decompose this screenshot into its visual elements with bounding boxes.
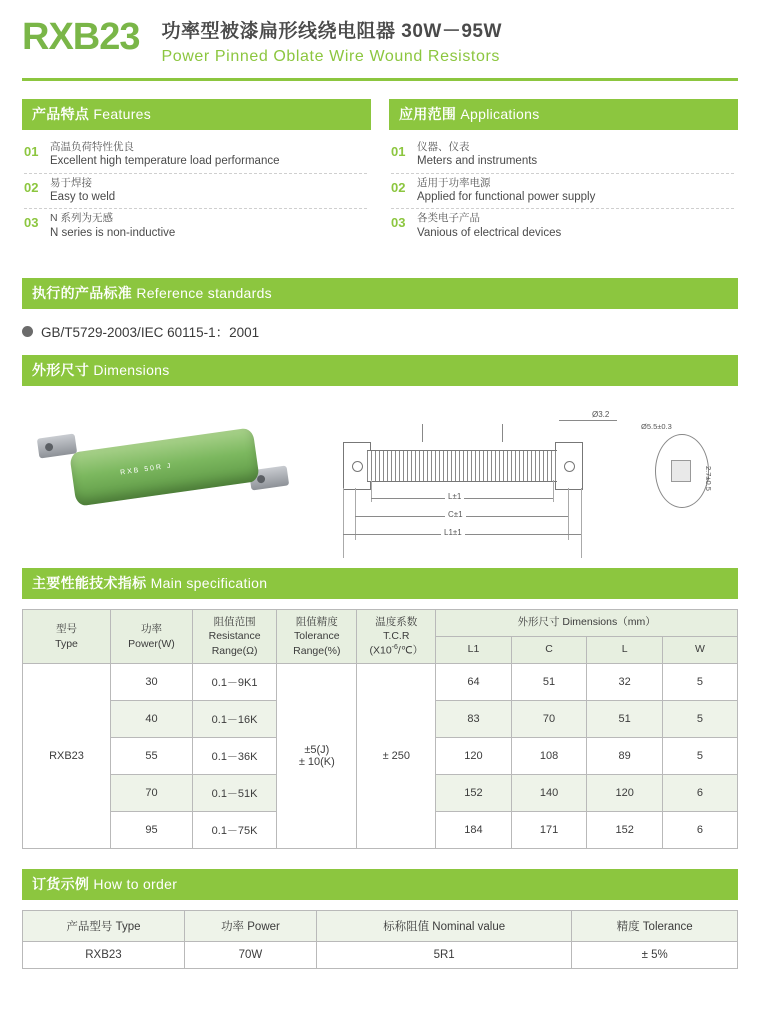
col-header-dimensions-en: Dimensions（mm） bbox=[562, 616, 656, 629]
order-col-power: 功率 Power bbox=[184, 911, 316, 942]
col-header-tcr-en1: T.C.R bbox=[383, 630, 410, 643]
dimension-label-c: C±1 bbox=[445, 510, 466, 519]
bullet-icon bbox=[22, 326, 33, 337]
table-header-row bbox=[23, 610, 738, 637]
cell-c: 171 bbox=[511, 812, 587, 849]
col-header-type-cn: 型号 bbox=[55, 623, 77, 636]
item-text-cn: 各类电子产品 bbox=[417, 212, 480, 225]
callout-leader-hole bbox=[559, 420, 617, 421]
cell-l1: 184 bbox=[436, 812, 512, 849]
cell-w: 5 bbox=[662, 664, 737, 701]
order-col-type: 产品型号 Type bbox=[23, 911, 185, 942]
cell-w: 6 bbox=[662, 812, 737, 849]
item-text-en: Vanious of electrical devices bbox=[417, 226, 562, 239]
cell-power: 40 bbox=[110, 701, 192, 738]
col-header-resistance bbox=[192, 610, 276, 664]
technical-drawing bbox=[327, 398, 627, 548]
dimensions-bar-cn: 外形尺寸 bbox=[32, 362, 90, 379]
order-table-head bbox=[23, 911, 738, 942]
col-header-tcr-en2: (X10 bbox=[369, 644, 392, 657]
item-text bbox=[417, 140, 734, 170]
extension-line bbox=[553, 480, 554, 502]
features-column bbox=[22, 99, 371, 244]
col-header-tcr-cn: 温度系数 bbox=[375, 616, 418, 629]
lead-wire bbox=[502, 424, 503, 442]
item-text-en: N series is non-inductive bbox=[50, 226, 176, 239]
callout-thickness: 2.7±0.5 bbox=[704, 466, 713, 492]
cell-resistance: 0.1－16K bbox=[192, 701, 276, 738]
order-table bbox=[22, 910, 738, 969]
dimensions-bar bbox=[22, 355, 738, 386]
order-cell-power: 70W bbox=[184, 942, 316, 969]
item-text-cn: N 系列为无感 bbox=[50, 212, 113, 225]
features-bar bbox=[22, 99, 371, 130]
cell-power: 55 bbox=[110, 738, 192, 775]
table-header-row bbox=[23, 911, 738, 942]
cell-l1: 120 bbox=[436, 738, 512, 775]
standards-bar-en: Reference standards bbox=[136, 285, 272, 302]
specification-table bbox=[22, 609, 738, 849]
cell-tolerance bbox=[277, 664, 357, 849]
resistor-print-label: RXB 50R J bbox=[119, 462, 173, 477]
cell-power: 95 bbox=[110, 812, 192, 849]
item-text-cn: 易于焊接 bbox=[50, 176, 92, 189]
col-header-resistance-en1: Resistance bbox=[208, 630, 261, 643]
cell-c: 108 bbox=[511, 738, 587, 775]
item-number: 02 bbox=[24, 179, 39, 195]
coil-winding bbox=[367, 450, 557, 482]
list-item bbox=[24, 138, 367, 174]
cell-w: 5 bbox=[662, 701, 737, 738]
standards-text: GB/T5729-2003/IEC 60115-1：2001 bbox=[41, 325, 260, 341]
specification-table-head bbox=[23, 610, 738, 664]
cell-power: 30 bbox=[110, 664, 192, 701]
header-divider bbox=[22, 78, 738, 81]
applications-bar-cn: 应用范围 bbox=[399, 106, 457, 122]
order-bar-en: How to order bbox=[93, 876, 178, 893]
table-row bbox=[23, 942, 738, 969]
mounting-bracket-right bbox=[555, 442, 583, 490]
col-header-tolerance-en2: Range(%) bbox=[293, 644, 341, 657]
side-view-core bbox=[671, 460, 691, 482]
callout-hole-diameter: Ø3.2 bbox=[589, 410, 612, 419]
list-item bbox=[391, 209, 734, 244]
applications-bar-en: Applications bbox=[460, 106, 540, 122]
item-text-cn: 仪器、仪表 bbox=[417, 141, 470, 153]
dimension-label-l1: L1±1 bbox=[441, 528, 465, 537]
list-item bbox=[391, 174, 734, 210]
lead-wire bbox=[422, 424, 423, 442]
item-number: 03 bbox=[24, 215, 39, 231]
col-header-tcr-unit bbox=[359, 643, 433, 658]
bracket-hole-icon bbox=[564, 461, 575, 472]
terminal-lug-left bbox=[37, 434, 77, 459]
col-header-tcr bbox=[357, 610, 436, 664]
col-header-type bbox=[23, 610, 111, 664]
order-cell-nominal: 5R1 bbox=[316, 942, 571, 969]
item-text-cn: 适用于功率电源 bbox=[417, 176, 491, 189]
col-header-tcr-en3: /℃） bbox=[397, 644, 424, 657]
lug-hole-icon bbox=[257, 475, 266, 484]
cell-l1: 83 bbox=[436, 701, 512, 738]
item-text-en: Applied for functional power supply bbox=[417, 190, 596, 203]
standards-bar-cn: 执行的产品标准 bbox=[32, 285, 133, 302]
extension-line bbox=[355, 488, 356, 540]
col-header-resistance-cn: 阻值范围 bbox=[213, 616, 256, 629]
col-header-tolerance bbox=[277, 610, 357, 664]
col-header-l1: L1 bbox=[436, 637, 512, 664]
cell-l: 51 bbox=[587, 701, 663, 738]
item-text-cn: 高温负荷特性优良 bbox=[50, 141, 134, 153]
order-cell-type: RXB23 bbox=[23, 942, 185, 969]
cell-w: 5 bbox=[662, 738, 737, 775]
col-header-dimensions bbox=[436, 610, 738, 637]
applications-bar bbox=[389, 99, 738, 130]
item-number: 01 bbox=[391, 144, 406, 159]
list-item bbox=[391, 138, 734, 174]
cell-tolerance-j: ±5(J) bbox=[304, 744, 330, 757]
bracket-hole-icon bbox=[352, 461, 363, 472]
order-cell-tolerance: ± 5% bbox=[572, 942, 738, 969]
col-header-dimensions-cn: 外形尺寸 bbox=[517, 616, 560, 629]
order-bar-cn: 订货示例 bbox=[32, 876, 90, 893]
cell-tolerance-k: ± 10(K) bbox=[298, 756, 335, 769]
model-number: RXB23 bbox=[22, 16, 140, 58]
cell-c: 51 bbox=[511, 664, 587, 701]
page-header bbox=[0, 0, 760, 72]
item-text-en: Excellent high temperature load performance bbox=[50, 155, 280, 168]
extension-line bbox=[568, 488, 569, 540]
col-header-power-en: Power(W) bbox=[128, 637, 175, 650]
cell-resistance: 0.1－75K bbox=[192, 812, 276, 849]
item-number: 01 bbox=[24, 144, 39, 159]
cell-l: 32 bbox=[587, 664, 663, 701]
title-english: Power Pinned Oblate Wire Wound Resistors bbox=[161, 48, 501, 65]
item-text-en: Easy to weld bbox=[50, 190, 116, 203]
cell-power: 70 bbox=[110, 775, 192, 812]
cell-l1: 152 bbox=[436, 775, 512, 812]
cell-type: RXB23 bbox=[23, 664, 111, 849]
cell-l: 120 bbox=[587, 775, 663, 812]
dimension-label-l: L±1 bbox=[445, 492, 464, 501]
item-text bbox=[50, 176, 367, 206]
applications-list bbox=[389, 130, 738, 244]
cell-c: 70 bbox=[511, 701, 587, 738]
order-col-nominal: 标称阻值 Nominal value bbox=[316, 911, 571, 942]
header-titles bbox=[162, 14, 502, 66]
col-header-resistance-en2: Range(Ω) bbox=[211, 644, 258, 657]
cell-resistance: 0.1－51K bbox=[192, 775, 276, 812]
extension-line bbox=[581, 488, 582, 558]
order-bar bbox=[22, 869, 738, 900]
table-row bbox=[23, 664, 738, 701]
order-col-tolerance: 精度 Tolerance bbox=[572, 911, 738, 942]
specification-bar bbox=[22, 568, 738, 599]
list-item bbox=[24, 209, 367, 244]
resistor-photo bbox=[32, 414, 297, 524]
lug-hole-icon bbox=[45, 443, 54, 452]
col-header-w: W bbox=[662, 637, 737, 664]
cell-w: 6 bbox=[662, 775, 737, 812]
dimensions-bar-en: Dimensions bbox=[93, 362, 170, 379]
col-header-c: C bbox=[511, 637, 587, 664]
col-header-tolerance-en1: Tolerance bbox=[294, 630, 340, 643]
cell-l1: 64 bbox=[436, 664, 512, 701]
dimensions-figure bbox=[22, 392, 738, 550]
cell-tcr: ± 250 bbox=[357, 664, 436, 849]
specification-table-body bbox=[23, 664, 738, 849]
col-header-type-en: Type bbox=[55, 637, 78, 650]
cell-l: 152 bbox=[587, 812, 663, 849]
standards-bar bbox=[22, 278, 738, 309]
item-number: 03 bbox=[391, 215, 406, 231]
item-number: 02 bbox=[391, 179, 406, 195]
cell-resistance: 0.1－9K1 bbox=[192, 664, 276, 701]
item-text-en: Meters and instruments bbox=[417, 155, 538, 168]
features-bar-cn: 产品特点 bbox=[32, 106, 90, 122]
specification-bar-en: Main specification bbox=[150, 575, 268, 592]
item-text bbox=[417, 211, 734, 241]
callout-pin-diameter: Ø5.5±0.3 bbox=[641, 422, 672, 432]
title-chinese: 功率型被漆扁形线绕电阻器 30W－95W bbox=[161, 21, 502, 42]
col-header-tolerance-cn: 阻值精度 bbox=[295, 616, 338, 629]
cell-l: 89 bbox=[587, 738, 663, 775]
order-table-body bbox=[23, 942, 738, 969]
standards-line bbox=[22, 321, 738, 341]
features-applications-row bbox=[22, 99, 738, 244]
col-header-power-cn: 功率 bbox=[140, 623, 162, 636]
features-list bbox=[22, 130, 371, 244]
list-item bbox=[24, 174, 367, 210]
item-text bbox=[50, 211, 367, 241]
applications-column bbox=[389, 99, 738, 244]
cell-c: 140 bbox=[511, 775, 587, 812]
col-header-l: L bbox=[587, 637, 663, 664]
col-header-tcr-sup: -6 bbox=[391, 644, 398, 652]
extension-line bbox=[343, 488, 344, 558]
cell-resistance: 0.1－36K bbox=[192, 738, 276, 775]
features-bar-en: Features bbox=[93, 106, 152, 122]
specification-bar-cn: 主要性能技术指标 bbox=[32, 575, 147, 592]
side-view-drawing bbox=[637, 422, 747, 532]
item-text bbox=[50, 140, 367, 170]
item-text bbox=[417, 176, 734, 206]
col-header-power bbox=[110, 610, 192, 664]
